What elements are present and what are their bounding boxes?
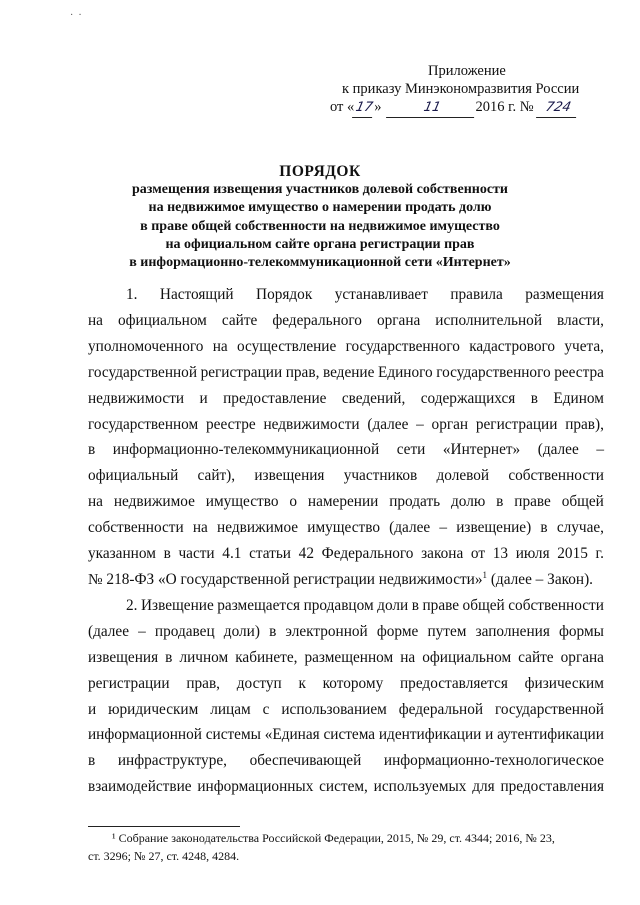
- word: сайте: [518, 648, 554, 666]
- date-month-handwritten: 11: [386, 99, 478, 118]
- word: система: [323, 726, 376, 744]
- word: собственности: [508, 467, 604, 485]
- word: имущество: [205, 493, 279, 511]
- appendix-label: Приложение: [428, 63, 506, 79]
- word: в: [496, 493, 504, 511]
- subtitle-line: в праве общей собственности на недвижимое имущество: [140, 218, 500, 234]
- word: и: [485, 726, 494, 744]
- word: регистрации: [200, 363, 283, 381]
- word: –: [138, 622, 146, 640]
- word: сайте: [221, 311, 258, 329]
- text-line: [88, 774, 604, 800]
- word: праве: [514, 493, 551, 511]
- paragraph-2: [88, 593, 604, 800]
- word: осуществление: [236, 337, 337, 355]
- word: «Интернет»: [442, 441, 521, 459]
- word: систем,: [319, 778, 368, 796]
- date-separator: »: [374, 99, 382, 115]
- word: информационной: [88, 726, 202, 744]
- word: на: [400, 648, 416, 666]
- word: Федерального: [321, 545, 414, 563]
- text-line: [88, 282, 604, 308]
- word: в: [269, 622, 277, 640]
- footnote-line-1: ¹ Собрание законодательства Российской Федерации, 2015, № 29, ст. 4344; 2016, № 23,: [112, 831, 555, 845]
- word: сведений,: [341, 389, 406, 407]
- word: информационно-телекоммуникационной: [112, 441, 380, 459]
- word: Извещение: [141, 596, 214, 614]
- word: в: [530, 389, 538, 407]
- word: 13: [492, 545, 509, 563]
- word: идентификации: [378, 726, 482, 744]
- word: правила: [450, 286, 503, 303]
- word: июля: [515, 545, 550, 563]
- word: федеральной: [398, 700, 484, 718]
- word: намерении: [307, 493, 379, 511]
- date-day-handwritten: 17: [352, 99, 376, 118]
- word: (далее: [367, 415, 409, 433]
- text-line: [88, 619, 604, 645]
- word: 42: [298, 545, 314, 563]
- text-line: [88, 593, 604, 619]
- word: доли): [223, 622, 260, 640]
- appendix-header: [330, 62, 610, 118]
- word: закона: [421, 545, 464, 563]
- paragraph-1: [88, 282, 604, 567]
- text-line: [88, 437, 604, 463]
- text-line: [88, 515, 604, 541]
- word: части: [178, 545, 215, 563]
- word: содержащихся: [420, 389, 516, 407]
- word: собственности: [88, 519, 184, 537]
- word: официальный: [88, 467, 179, 485]
- word: аутентификации: [497, 726, 604, 744]
- text-line: [88, 386, 604, 412]
- word: прав,: [186, 674, 220, 692]
- date-prefix: от «: [330, 99, 355, 115]
- subtitle-line: на недвижимое имущество о намерении продать долю: [148, 200, 492, 216]
- word: путем: [427, 622, 467, 640]
- word: имущество: [307, 519, 380, 537]
- word: официальном: [422, 648, 512, 666]
- word: используемых: [373, 778, 467, 796]
- word: кабинете,: [235, 648, 298, 666]
- word: размещается: [217, 596, 301, 614]
- word: учета,: [564, 337, 604, 355]
- word: 2.: [126, 596, 138, 614]
- word: обеспечивающей: [249, 752, 362, 770]
- word: случае,: [556, 519, 604, 537]
- word: –: [439, 519, 448, 537]
- subtitle-line: размещения извещения участников долевой собственности: [132, 182, 508, 197]
- word: с: [262, 700, 270, 718]
- paragraph-1-last-line: [88, 567, 604, 593]
- word: заполнения: [475, 622, 550, 640]
- word: информационных: [197, 778, 314, 796]
- word: взаимодействие: [88, 778, 192, 796]
- word: (далее: [389, 519, 431, 537]
- word: –: [596, 441, 604, 459]
- word: государственной: [88, 363, 198, 381]
- word: прав,: [285, 363, 320, 381]
- text-line: [88, 489, 604, 515]
- word: указанном: [88, 545, 156, 563]
- word: собственности: [508, 596, 604, 614]
- word: прав),: [565, 415, 604, 433]
- word: физическим: [524, 674, 604, 692]
- word: в: [88, 441, 96, 459]
- word: продавцом: [303, 596, 374, 614]
- word: форме: [376, 622, 419, 640]
- word: информационно-технологическое: [383, 752, 604, 770]
- word: лицам: [210, 700, 251, 718]
- word: статьи: [249, 545, 291, 563]
- word: общей: [462, 596, 505, 614]
- word: общей: [561, 493, 604, 511]
- word: электронной: [285, 622, 368, 640]
- document-title: ПОРЯДОК: [279, 163, 361, 180]
- text-line: [88, 463, 604, 489]
- word: продать: [389, 493, 441, 511]
- word: о: [289, 493, 298, 511]
- word: г.: [595, 545, 604, 563]
- text-line: [88, 671, 604, 697]
- word: государственной: [494, 700, 604, 718]
- word: на: [212, 337, 228, 355]
- subtitle-line: в информационно-телекоммуникационной сети «Интернет»: [129, 255, 511, 271]
- word: доли: [377, 596, 409, 614]
- word: власти,: [557, 311, 604, 329]
- word: регистрации: [475, 415, 558, 433]
- word: и: [88, 700, 97, 718]
- word: доступ: [236, 674, 282, 692]
- word: Единого: [377, 363, 433, 381]
- text-line: [88, 412, 604, 438]
- word: устанавливает: [334, 286, 428, 303]
- word: личном: [179, 648, 229, 666]
- word: недвижимое: [217, 519, 299, 537]
- word: Настоящий: [159, 286, 234, 303]
- word: размещенном: [304, 648, 394, 666]
- footnote: [88, 830, 612, 865]
- word: системы: [205, 726, 261, 744]
- word: праве: [422, 596, 460, 614]
- word: ведение: [322, 363, 375, 381]
- word: в: [165, 648, 173, 666]
- text-line: [88, 334, 604, 360]
- word: сети: [396, 441, 426, 459]
- word: государственном: [88, 415, 199, 433]
- word: 4.1: [222, 545, 242, 563]
- word: государственного: [436, 363, 551, 381]
- footnote-marker: 1: [482, 569, 488, 580]
- word: которому: [322, 674, 384, 692]
- word: от: [470, 545, 486, 563]
- text-line: [88, 645, 604, 671]
- footnote-line-2: ст. 3296; № 27, ст. 4248, 4284.: [88, 848, 240, 863]
- scan-speck: · ·: [70, 10, 82, 21]
- word: регистрации: [88, 674, 170, 692]
- word: орган: [431, 415, 469, 433]
- appendix-order-ref: к приказу Минэкономразвития России: [342, 81, 580, 97]
- word: предоставление: [223, 389, 327, 407]
- word: участников: [343, 467, 418, 485]
- word: (далее: [88, 622, 130, 640]
- word: (далее: [537, 441, 579, 459]
- word: инфраструктуре,: [117, 752, 227, 770]
- text-line: [88, 308, 604, 334]
- word: государственного: [345, 337, 460, 355]
- word: предоставления: [500, 778, 604, 796]
- footnote-separator: [88, 826, 240, 827]
- word: на: [88, 311, 103, 329]
- word: кадастрового: [469, 337, 556, 355]
- word: органа: [560, 648, 604, 666]
- subtitle-line: на официальном сайте органа регистрации прав: [165, 236, 475, 252]
- word: и: [199, 389, 208, 407]
- word: недвижимости: [263, 415, 360, 433]
- word: федерального: [272, 311, 362, 329]
- word: исполнительной: [435, 311, 543, 329]
- word: недвижимое: [113, 493, 195, 511]
- word: предоставляется: [400, 674, 508, 692]
- word: долевой: [436, 467, 490, 485]
- document-subtitle: [60, 181, 580, 272]
- word: Порядок: [256, 286, 313, 303]
- word: недвижимости: [88, 389, 185, 407]
- word: извещения: [88, 648, 159, 666]
- word: официальном: [117, 311, 207, 329]
- word: в: [540, 519, 548, 537]
- word: для: [472, 778, 495, 796]
- word: сайт),: [197, 467, 236, 485]
- word: 2015: [557, 545, 588, 563]
- word: к: [298, 674, 306, 692]
- text-line: [88, 722, 604, 748]
- word: извещение): [456, 519, 532, 537]
- date-year: 2016 г. №: [475, 99, 534, 115]
- document-body: [88, 282, 604, 800]
- word: юридическим: [108, 700, 199, 718]
- word: долю: [450, 493, 486, 511]
- word: продавец: [154, 622, 215, 640]
- law-reference-text: № 218-ФЗ «О государственной регистрации недвижимости»: [88, 570, 483, 588]
- word: реестре: [206, 415, 256, 433]
- word: в: [88, 752, 96, 770]
- word: использованием: [281, 700, 387, 718]
- word: в: [163, 545, 171, 563]
- word: органа: [376, 311, 421, 329]
- law-short-name-text: (далее – Закон).: [487, 570, 594, 588]
- text-line: [88, 360, 604, 386]
- word: на: [88, 493, 103, 511]
- text-line: [88, 541, 604, 567]
- word: формы: [558, 622, 604, 640]
- word: 1.: [126, 286, 138, 303]
- word: реестра: [554, 363, 604, 381]
- word: уполномоченного: [88, 337, 204, 355]
- word: размещения: [525, 286, 604, 303]
- word: «Единая: [264, 726, 320, 744]
- word: извещения: [254, 467, 325, 485]
- text-line: [88, 697, 604, 723]
- word: –: [416, 415, 424, 433]
- word: в: [411, 596, 419, 614]
- word: Едином: [553, 389, 604, 407]
- text-line: [88, 748, 604, 774]
- appendix-date-line: [330, 98, 610, 118]
- word: на: [192, 519, 208, 537]
- order-number-handwritten: 724: [536, 99, 580, 118]
